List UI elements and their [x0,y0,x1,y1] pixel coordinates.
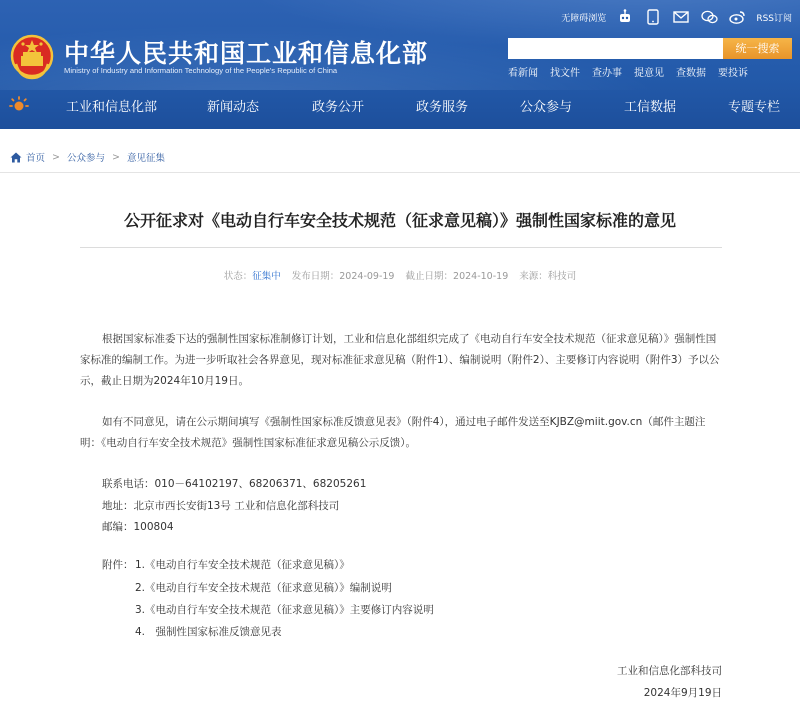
quick-links [508,64,760,79]
article-paragraph-2: 如有不同意见，请在公示期间填写《强制性国家标准反馈意见表》（附件4），通过电子邮件发送至KJBZ@miit.gov.cn（邮件主题注明：《电动自行车安全技术规范》强制性国家标准征求意见稿公示反馈）。 [80,416,706,449]
contact-address: 地址：北京市西长安街13号 工业和信息化部科技司 [102,500,340,512]
quick-link-data[interactable]: 查数据 [676,68,706,79]
nav-item-government-affairs[interactable]: 政务公开 [312,100,365,115]
attachment-link-1[interactable]: 1.《电动自行车安全技术规范（征求意见稿）》 [135,559,350,571]
publish-date: 2024-09-19 [339,271,395,282]
publish-date-label: 发布日期： [291,271,340,282]
article-meta [0,268,800,282]
breadcrumb-public-participation[interactable]: 公众参与 [66,153,105,164]
nav-item-ministry[interactable]: 工业和信息化部 [66,100,158,115]
main-nav [0,92,800,118]
home-sun-icon[interactable] [8,95,30,115]
attachments-label: 附件： [102,559,134,571]
site-title[interactable]: 中华人民共和国工业和信息化部 [64,39,429,68]
attachment-link-3[interactable]: 3.《电动自行车安全技术规范（征求意见稿）》主要修订内容说明 [135,604,434,616]
contact-postcode: 邮编：100804 [102,521,174,533]
quick-link-complaint[interactable]: 要投诉 [718,68,748,79]
status-badge: 征集中 [252,271,281,282]
quick-link-files[interactable]: 找文件 [550,68,580,79]
article-paragraph-1: 根据国家标准委下达的强制性国家标准制修订计划，工业和信息化部组织完成了《电动自行车安全技术规范（征求意见稿）》强制性国家标准的编制工作。为进一步听取社会各界意见，现对标准征求意见稿（附件1）、编制说明（附件2）、主要修订内容说明（附件3）予以公示，截止日期为2024年10月19日。 [80,333,720,387]
nav-item-services[interactable]: 政务服务 [416,100,469,115]
signature-date: 2024年9月19日 [643,687,722,699]
mail-icon[interactable] [672,8,690,26]
title-divider [80,247,722,248]
attachment-link-4[interactable]: 4. 强制性国家标准反馈意见表 [135,626,282,638]
breadcrumb-consultation[interactable]: 意见征集 [126,153,165,164]
quick-link-feedback[interactable]: 提意见 [634,68,664,79]
breadcrumb-divider [0,172,800,173]
contact-phone: 联系电话：010－64102197、68206371、68205261 [102,478,367,490]
accessibility-link[interactable]: 无障碍浏览 [561,13,607,24]
breadcrumb-separator: > [52,151,60,163]
breadcrumb [10,150,165,164]
source-value: 科技司 [547,271,577,282]
nav-item-data[interactable]: 工信数据 [624,100,677,115]
nav-item-public-participation[interactable]: 公众参与 [520,100,573,115]
article-title: 公开征求对《电动自行车安全技术规范（征求意见稿）》强制性国家标准的意见 [123,211,676,230]
breadcrumb-separator: > [112,151,120,163]
search-button[interactable]: 统一搜索 [723,38,792,59]
quick-link-services[interactable]: 查办事 [592,68,622,79]
search-input[interactable] [508,38,723,59]
deadline-label: 截止日期： [405,271,454,282]
top-utility-links [561,8,792,26]
home-icon[interactable] [10,152,22,163]
rss-link[interactable]: RSS订阅 [756,13,792,24]
mobile-icon[interactable] [644,8,662,26]
signature-organization: 工业和信息化部科技司 [617,665,722,677]
breadcrumb-home[interactable]: 首页 [26,153,46,164]
wechat-icon[interactable] [700,8,718,26]
deadline-date: 2024-10-19 [453,271,509,282]
national-emblem-icon [10,34,54,80]
nav-item-topics[interactable]: 专题专栏 [728,100,781,115]
attachment-link-2[interactable]: 2.《电动自行车安全技术规范（征求意见稿）》编制说明 [135,582,392,594]
status-label: 状态： [223,271,253,282]
source-label: 来源： [519,271,548,282]
site-title-english: Ministry of Industry and Information Technology of the People's Republic of China [64,66,338,75]
weibo-icon[interactable] [728,8,746,26]
robot-icon[interactable] [616,8,634,26]
quick-link-news[interactable]: 看新闻 [508,68,538,79]
nav-item-news[interactable]: 新闻动态 [207,100,260,115]
site-header [0,0,800,129]
